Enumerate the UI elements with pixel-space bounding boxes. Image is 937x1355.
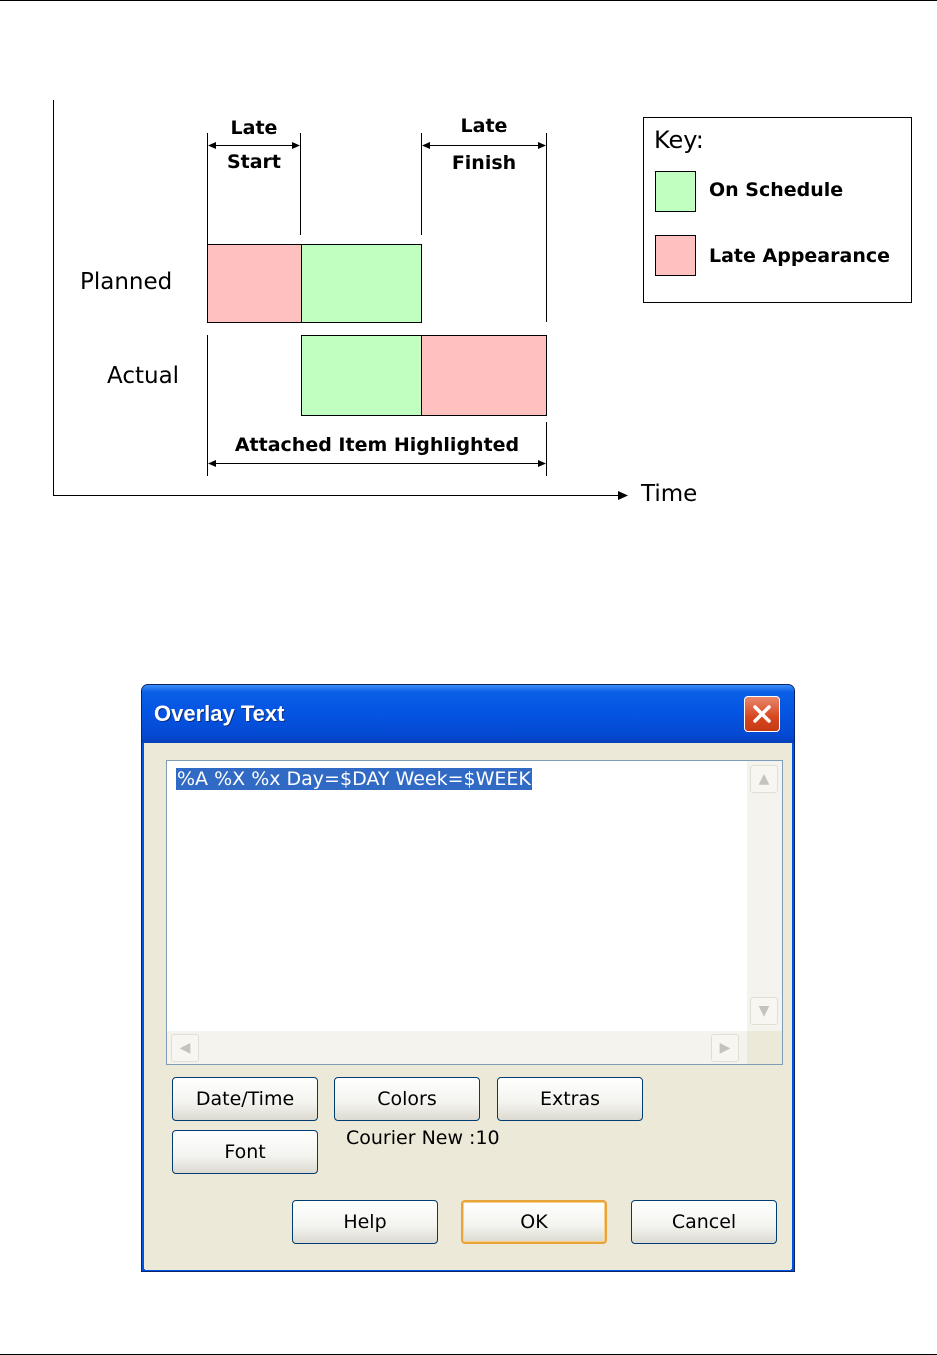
chevron-up-icon: ▲	[758, 771, 770, 787]
vertical-scrollbar[interactable]	[747, 761, 782, 1031]
late-start-arrow-left-icon	[208, 142, 216, 149]
planned-late-segment	[208, 245, 302, 323]
close-icon	[745, 697, 779, 731]
planned-on-schedule-segment	[302, 245, 422, 323]
schedule-diagram	[0, 0, 937, 560]
editor-selected-text[interactable]: %A %X %x Day=$DAY Week=$WEEK	[177, 768, 531, 790]
scrollbar-corner	[747, 1031, 782, 1064]
cancel-button[interactable]: Cancel	[631, 1200, 777, 1244]
key-label-late: Late Appearance	[709, 245, 890, 267]
scroll-up-button[interactable]	[750, 765, 778, 793]
time-axis-label: Time	[641, 481, 698, 507]
dialog-client	[145, 743, 791, 1270]
late-finish-line1: Late	[460, 115, 508, 137]
actual-on-schedule-segment	[302, 336, 422, 416]
key-title: Key:	[654, 126, 704, 154]
scroll-right-button[interactable]	[711, 1034, 739, 1062]
late-finish-line2: Finish	[451, 152, 517, 174]
late-finish-arrow-right-icon	[538, 142, 546, 149]
planned-label: Planned	[80, 269, 173, 295]
date-time-button[interactable]: Date/Time	[172, 1077, 318, 1121]
actual-label: Actual	[107, 363, 180, 389]
attached-arrow-left-icon	[208, 460, 216, 467]
key-label-on-schedule: On Schedule	[709, 179, 844, 201]
key-legend	[643, 117, 912, 303]
close-button[interactable]	[744, 696, 780, 732]
late-start-arrow-right-icon	[292, 142, 300, 149]
attached-label: Attached Item Highlighted	[234, 434, 520, 456]
scroll-down-button[interactable]	[750, 997, 778, 1025]
help-button[interactable]: Help	[292, 1200, 438, 1244]
chevron-down-icon: ▼	[758, 1003, 770, 1019]
scroll-left-button[interactable]	[171, 1034, 199, 1062]
x-axis-arrow-icon	[618, 491, 628, 500]
ok-button[interactable]: OK	[461, 1200, 607, 1244]
horizontal-scrollbar[interactable]	[167, 1031, 747, 1064]
key-swatch-late	[655, 235, 696, 276]
late-finish-arrow-left-icon	[422, 142, 430, 149]
overlay-text-editor[interactable]	[166, 760, 783, 1065]
chevron-left-icon: ◀	[179, 1040, 191, 1056]
overlay-text-dialog	[141, 684, 795, 1272]
attached-arrow-right-icon	[538, 460, 546, 467]
dialog-title: Overlay Text	[154, 701, 285, 726]
key-swatch-on-schedule	[655, 171, 696, 212]
late-start-line1: Late	[230, 117, 278, 139]
font-button[interactable]: Font	[172, 1130, 318, 1174]
late-start-line2: Start	[226, 151, 282, 173]
extras-button[interactable]: Extras	[497, 1077, 643, 1121]
colors-button[interactable]: Colors	[334, 1077, 480, 1121]
chevron-right-icon: ▶	[719, 1040, 731, 1056]
dialog-titlebar[interactable]	[142, 685, 794, 743]
actual-late-segment	[422, 336, 547, 416]
font-info: Courier New :10	[346, 1127, 500, 1149]
